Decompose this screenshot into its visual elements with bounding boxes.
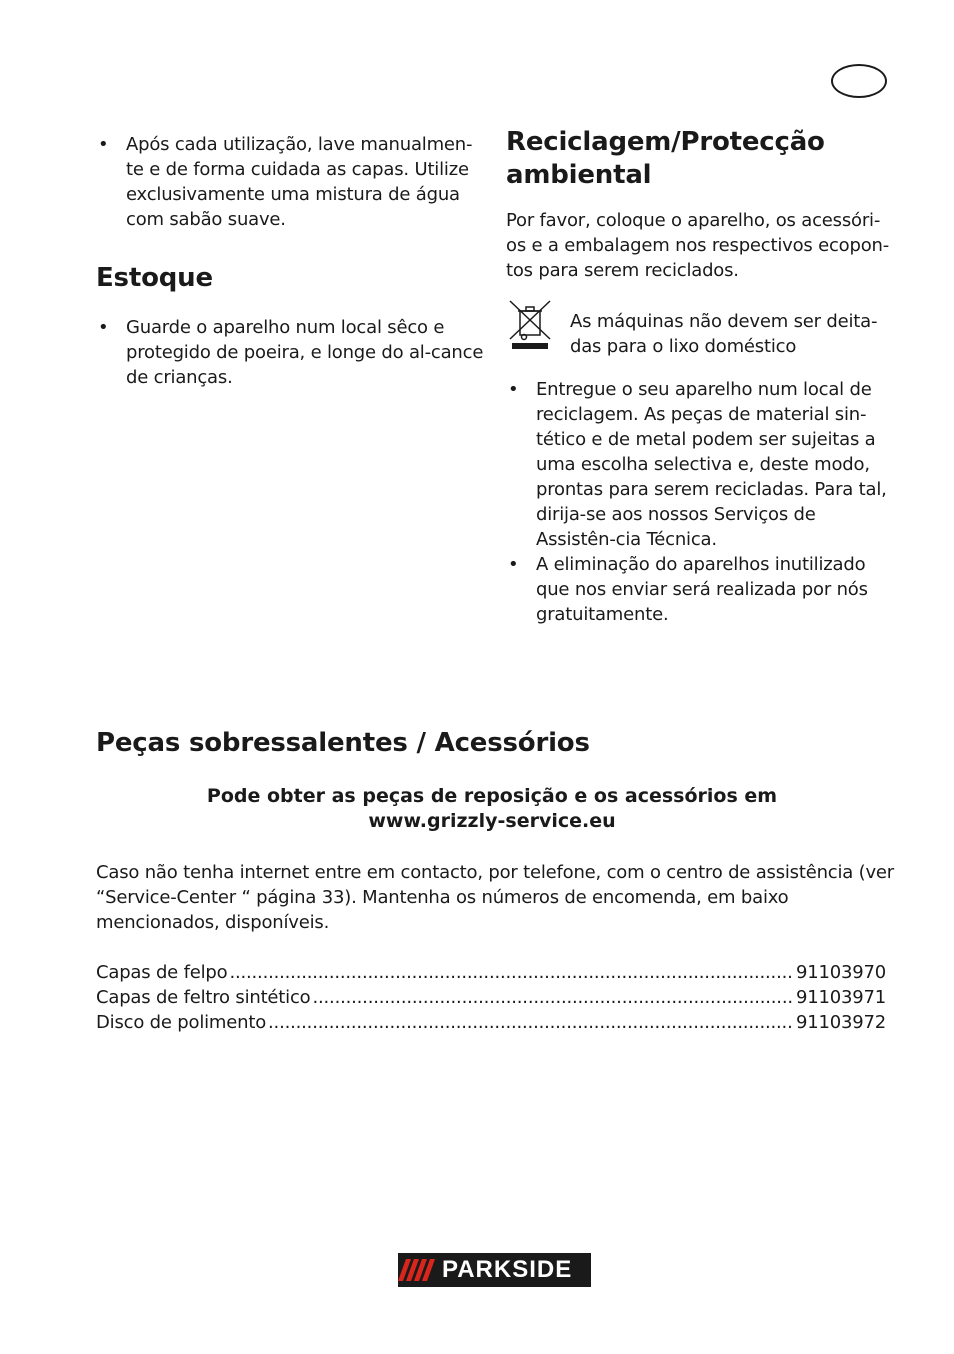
- parts-list: [96, 960, 886, 1035]
- storage-heading: Estoque: [96, 263, 213, 293]
- bullet-icon: •: [508, 554, 519, 575]
- list-item: [96, 132, 486, 232]
- parts-paragraph: Caso não tenha internet entre em contacto, por telefone, com o centro de assistência (ver “Service-Center “ página 33). Mantenha os números de encomenda, em baixo mencionados, disponíveis.: [96, 862, 895, 933]
- parkside-logo: [398, 1253, 591, 1287]
- recycling-item-text: A eliminação do aparelhos inutilizado que nos enviar será realizada por nós gratuitamente.: [536, 554, 868, 625]
- care-list: [96, 132, 486, 232]
- logo-stripes-icon: [398, 1253, 438, 1287]
- recycling-item-text: Entregue o seu aparelho num local de reciclagem. As peças de material sin-tético e de metal podem ser sujeitas a uma escolha selectiva e, deste modo, prontas para serem recicladas. Para tal, dirija-se aos nossos Serviços de Assistên-cia Técnica.: [536, 379, 887, 550]
- list-item: [96, 960, 886, 985]
- weee-note: As máquinas não devem ser deita-das para o lixo doméstico: [570, 311, 878, 357]
- parts-heading: Peças sobressalentes / Acessórios: [96, 728, 590, 758]
- crossed-out-wheelie-bin-icon: [506, 299, 554, 351]
- parts-subheading-line1: Pode obter as peças de reposição e os acessórios em: [206, 785, 778, 807]
- parts-subheading: [96, 784, 888, 834]
- recycling-intro: Por favor, coloque o aparelho, os acessóri-os e a embalagem nos respectivos ecopon-tos para serem reciclados.: [506, 210, 890, 281]
- dot-leader: [312, 985, 793, 1010]
- list-item: [96, 1010, 886, 1035]
- dot-leader: [229, 960, 794, 985]
- list-item: [506, 552, 896, 627]
- storage-item-text: Guarde o aparelho num local sêco e protegido de poeira, e longe do al-cance de crianças.: [126, 317, 484, 388]
- list-item: [96, 315, 486, 390]
- part-number: 91103970: [795, 962, 886, 983]
- part-name: Disco de polimento: [96, 1012, 267, 1033]
- list-item: [506, 377, 896, 552]
- part-name: Capas de felpo: [96, 962, 228, 983]
- language-badge: [831, 64, 887, 98]
- storage-list: [96, 315, 486, 390]
- part-number: 91103972: [795, 1012, 886, 1033]
- service-url-link[interactable]: www.grizzly-service.eu: [368, 810, 616, 832]
- part-number: 91103971: [795, 987, 886, 1008]
- right-column: [506, 126, 896, 627]
- weee-notice: [506, 299, 896, 359]
- bullet-icon: •: [98, 317, 109, 338]
- dot-leader: [268, 1010, 794, 1035]
- part-name: Capas de feltro sintético: [96, 987, 311, 1008]
- bullet-icon: •: [98, 134, 109, 155]
- logo-text: PARKSIDE: [442, 1256, 573, 1283]
- list-item: [96, 985, 886, 1010]
- recycling-list: [506, 377, 896, 627]
- left-column: [96, 132, 486, 390]
- recycling-heading: Reciclagem/Protecção ambiental: [506, 127, 825, 190]
- care-item-text: Após cada utilização, lave manualmen-te e de forma cuidada as capas. Utilize exclusivamente uma mistura de água com sabão suave.: [126, 134, 473, 230]
- bullet-icon: •: [508, 379, 519, 400]
